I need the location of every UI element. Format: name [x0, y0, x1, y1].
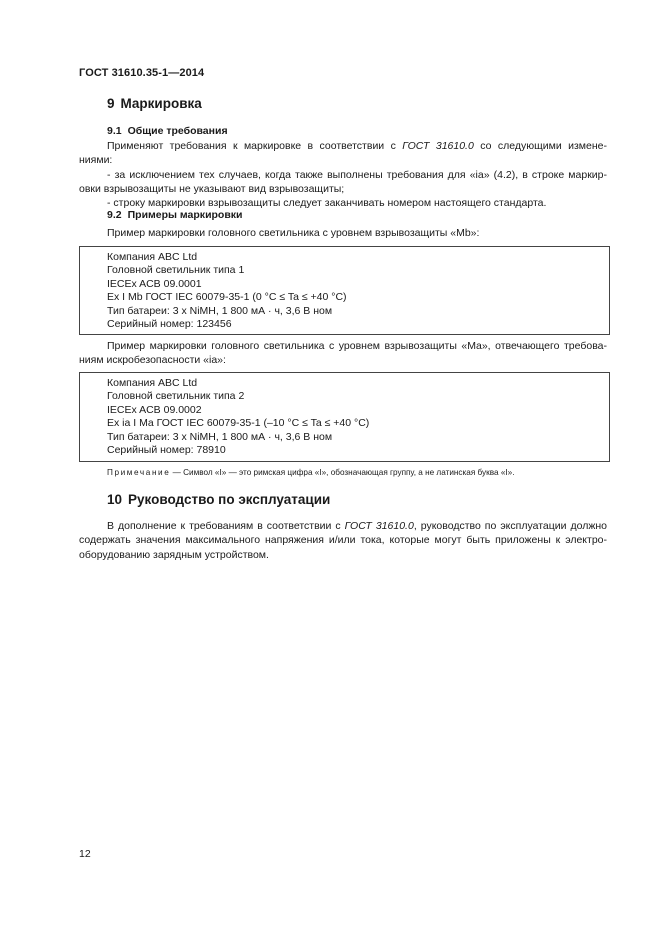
box-2-line-5: Тип батареи: 3 x NiMH, 1 800 мА · ч, 3,6 В ном: [107, 430, 333, 443]
section-10-title: Руководство по эксплуатации: [128, 492, 331, 507]
subsection-9-2-title: Примеры маркировки: [127, 209, 243, 221]
box-1-line-1: Компания ABC Ltd: [107, 251, 198, 263]
marking-example-box-1: [79, 246, 610, 335]
box-2-line-6: Серийный номер: 78910: [107, 444, 226, 457]
requirements-line-2: ниями:: [79, 154, 113, 167]
manual-line-1: В дополнение к требованиям в соответствии с ГОСТ 31610.0, руководство по эксплуатации должно: [107, 520, 607, 532]
section-9-heading: [107, 96, 202, 111]
subsection-9-1-heading: [107, 125, 228, 137]
subsection-9-2-heading: [107, 209, 243, 221]
example-1-intro-line: Пример маркировки головного светильника с уровнем взрывозащиты «Mb»:: [107, 227, 480, 239]
requirements-paragraph: [79, 139, 607, 168]
section-9-title: Маркировка: [120, 96, 202, 111]
box-1-line-5: Тип батареи: 3 x NiMH, 1 800 мА · ч, 3,6 В ном: [107, 304, 333, 317]
manual-line-3: оборудованию зарядным устройством.: [79, 548, 269, 561]
bullet-1-line-1: - за исключением тех случаев, когда также выполнены требования для «ia» (4.2), в строке маркир-: [107, 169, 607, 181]
manual-line-2: содержать значения максимального напряжения и/или тока, которые могут быть приложены к электро-: [79, 534, 607, 547]
bullet-1: [79, 168, 607, 197]
example-2-intro-line-2: ниям искробезопасности «ia»:: [79, 354, 226, 367]
box-2-line-1: Компания ABC Ltd: [107, 377, 198, 389]
gost-reference-2: ГОСТ 31610.0: [344, 520, 414, 532]
example-1-intro: [79, 226, 607, 240]
subsection-9-2-number: 9.2: [107, 209, 122, 221]
document-header: ГОСТ 31610.35-1—2014: [79, 67, 205, 79]
note: [107, 468, 514, 477]
note-text: — Символ «I» — это римская цифра «I», обозначающая группу, а не латинская буква «I».: [170, 468, 515, 477]
example-2-intro: [79, 339, 607, 368]
box-1-line-4: Ex I Mb ГОСТ IEC 60079-35-1 (0 °C ≤ Ta ≤ +40 °C): [107, 291, 347, 304]
box-2-line-3: IECEx ACB 09.0002: [107, 403, 202, 416]
box-1-line-3: IECEx ACB 09.0001: [107, 277, 202, 290]
subsection-9-1-number: 9.1: [107, 125, 122, 137]
example-2-intro-line-1: Пример маркировки головного светильника с уровнем взрывозащиты «Ma», отвечающего требова-: [107, 340, 607, 352]
note-label: Примечание: [107, 468, 171, 477]
box-1-line-2: Головной светильник типа 1: [107, 264, 245, 277]
page-number: 12: [79, 848, 91, 860]
requirements-line-1: Применяют требования к маркировке в соответствии с ГОСТ 31610.0 со следующими измене-: [107, 140, 607, 152]
gost-reference: ГОСТ 31610.0: [402, 140, 474, 152]
bullet-1-line-2: овки взрывозащиты не указывают вид взрывозащиты;: [79, 183, 345, 196]
box-2-line-4: Ex ia I Ma ГОСТ IEC 60079-35-1 (–10 °C ≤ Ta ≤ +40 °C): [107, 417, 370, 430]
manual-paragraph: [79, 519, 607, 562]
subsection-9-1-title: Общие требования: [127, 125, 228, 137]
section-10-heading: [107, 492, 330, 507]
box-2-line-2: Головной светильник типа 2: [107, 390, 245, 403]
bullet-2-line: - строку маркировки взрывозащиты следует заканчивать номером настоящего стандарта.: [107, 197, 547, 209]
section-9-number: 9: [107, 96, 115, 111]
section-10-number: 10: [107, 492, 123, 507]
box-1-line-6: Серийный номер: 123456: [107, 318, 232, 331]
marking-example-box-2: [79, 372, 610, 462]
